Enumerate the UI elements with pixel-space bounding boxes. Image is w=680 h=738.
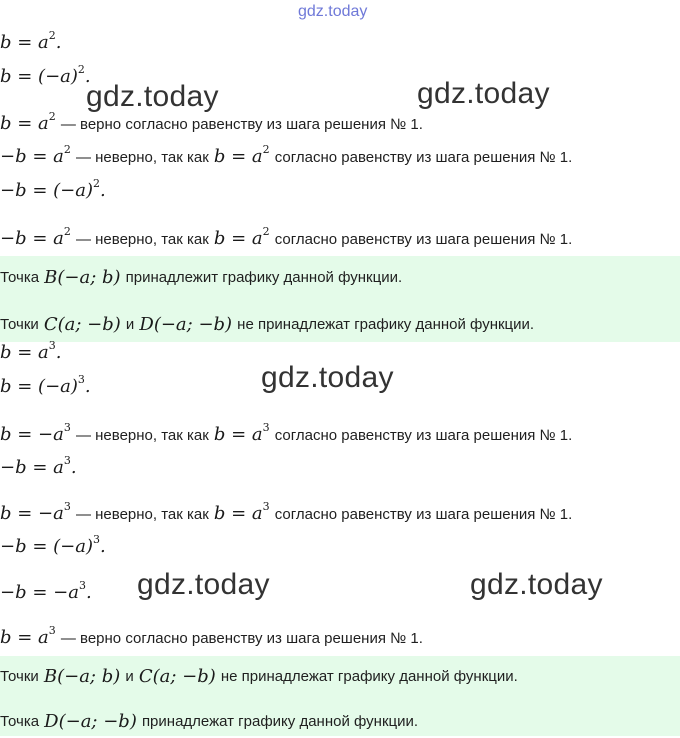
watermark: gdz.today [137, 568, 270, 601]
conclusion-line: Точка D(−a; −b) принадлежат графику данной функции. [0, 710, 419, 732]
equation-line: $-b = -a^3$. [0, 579, 92, 603]
equation-line: $-b = a^3$. [0, 454, 77, 478]
equation-line: $b = (-a)^2$. [0, 63, 91, 87]
conclusion-block [0, 656, 680, 736]
conclusion-block [0, 256, 680, 342]
check-line: $b = -a^3$ — неверно, так как $b = a^3$ согласно равенству из шага решения № 1. [0, 421, 573, 445]
watermark: gdz.today [261, 361, 394, 394]
conclusion-line: Точки C(a; −b) и D(−a; −b) не принадлежат графику данной функции. [0, 313, 535, 335]
equation-line: $-b = (-a)^3$. [0, 533, 106, 557]
equation-line: $-b = (-a)^2$. [0, 177, 106, 201]
check-line: $-b = a^2$ — неверно, так как $b = a^2$ согласно равенству из шага решения № 1. [0, 225, 573, 249]
watermark: gdz.today [417, 77, 550, 110]
check-line: $b = a^3$ — верно согласно равенству из шага решения № 1. [0, 624, 423, 648]
top-watermark: gdz.today [298, 3, 368, 20]
watermark: gdz.today [470, 568, 603, 601]
conclusion-line: Точка B(−a; b) принадлежит графику данной функции. [0, 266, 403, 288]
check-line: $b = a^2$ — верно согласно равенству из шага решения № 1. [0, 110, 423, 134]
conclusion-line: Точки B(−a; b) и C(a; −b) не принадлежат графику данной функции. [0, 665, 518, 687]
watermark: gdz.today [86, 80, 219, 113]
equation-line: $b = a^2$. [0, 29, 62, 53]
check-line: $-b = a^2$ — неверно, так как $b = a^2$ согласно равенству из шага решения № 1. [0, 143, 573, 167]
equation-line: $b = (-a)^3$. [0, 373, 91, 397]
check-line: $b = -a^3$ — неверно, так как $b = a^3$ согласно равенству из шага решения № 1. [0, 500, 573, 524]
equation-line: $b = a^3$. [0, 339, 62, 363]
